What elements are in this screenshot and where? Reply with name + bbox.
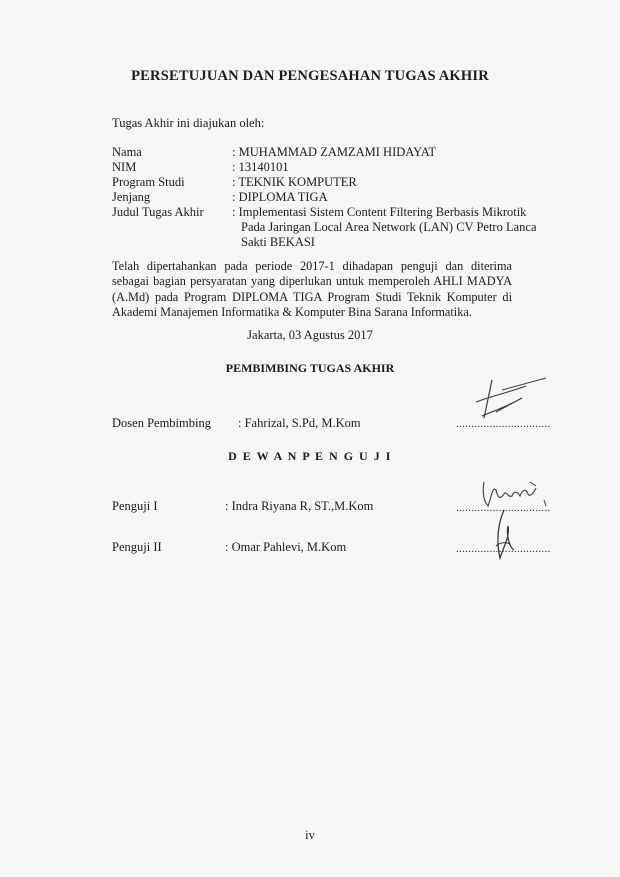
page-number: iv (305, 828, 315, 842)
field-value-nim: : 13140101 (232, 160, 289, 174)
examiner-2-signature (488, 506, 522, 566)
advisor-name: : Fahrizal, S.Pd, M.Kom (238, 416, 361, 430)
field-label-program-studi: Program Studi (112, 175, 185, 189)
approval-paragraph: Telah dipertahankan pada periode 2017-1 dihadapan penguji dan diterima sebagai bagian persyaratan yang diperlukan untuk memperoleh AHLI MADYA (A.Md) pada Program DIPLOMA TIGA Program Studi Teknik Komputer di Akademi Manajemen Informatika & Komputer Bina Sarana Informatika. (112, 259, 512, 319)
advisor-label: Dosen Pembimbing (112, 416, 211, 430)
field-value-program-studi: : TEKNIK KOMPUTER (232, 175, 357, 189)
place-date: Jakarta, 03 Agustus 2017 (247, 328, 373, 342)
examiner-1-name: : Indra Riyana R, ST.,M.Kom (225, 499, 374, 513)
page-title: PERSETUJUAN DAN PENGESAHAN TUGAS AKHIR (131, 68, 489, 84)
field-label-nama: Nama (112, 145, 142, 159)
examiner-1-label: Penguji I (112, 499, 158, 513)
intro-text: Tugas Akhir ini diajukan oleh: (112, 116, 265, 130)
field-value-judul: : Implementasi Sistem Content Filtering Berbasis Mikrotik (232, 205, 527, 219)
field-value-nama: : MUHAMMAD ZAMZAMI HIDAYAT (232, 145, 437, 159)
examiner-2-signature-line: ............................... (456, 543, 551, 555)
examiner-1-signature-line: ............................... (456, 502, 551, 514)
advisor-heading: PEMBIMBING TUGAS AKHIR (225, 361, 395, 375)
field-label-judul: Judul Tugas Akhir (112, 205, 204, 219)
field-value-judul-line3: Sakti BEKASI (241, 235, 315, 249)
field-value-judul-line2: Pada Jaringan Local Area Network (LAN) CV Petro Lanca (241, 220, 537, 234)
field-label-jenjang: Jenjang (112, 190, 151, 204)
field-label-nim: NIM (112, 160, 137, 174)
examiners-heading: D E W A N P E N G U J I (228, 449, 392, 463)
advisor-signature-line: ............................... (456, 418, 551, 430)
examiner-2-label: Penguji II (112, 540, 162, 554)
examiner-2-name: : Omar Pahlevi, M.Kom (225, 540, 347, 554)
field-value-jenjang: : DIPLOMA TIGA (232, 190, 328, 204)
advisor-signature (462, 372, 552, 432)
